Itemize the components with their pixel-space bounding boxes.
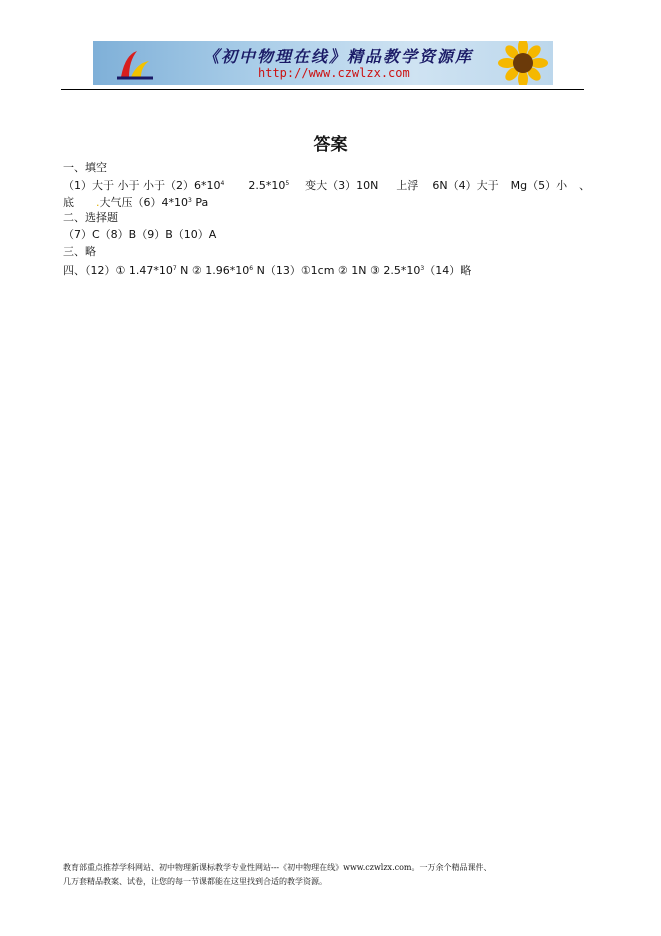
calc-answer-12a: 四、（12）① 1.47*10 <box>63 264 173 277</box>
fill-answers-line-2 <box>63 194 208 210</box>
fill-answer-2: 2.5*10 <box>248 179 286 192</box>
exponent: 5 <box>285 180 290 187</box>
exponent: 4 <box>220 180 225 187</box>
footer-line-2: 几万套精品教案、试卷，让您的每一节课都能在这里找到合适的教学资源。 <box>63 877 327 886</box>
banner-title: 《初中物理在线》精品教学资源库 <box>203 47 474 66</box>
calc-answers-line <box>63 262 471 278</box>
header-banner <box>93 41 553 85</box>
site-logo-icon <box>115 47 155 81</box>
exponent: 3 <box>188 197 192 204</box>
unit: Pa <box>191 196 209 209</box>
page-footer <box>63 861 492 889</box>
calc-answer-14: （14）略 <box>424 264 472 277</box>
footer-line-1: 教育部重点推荐学科网站、初中物理新课标教学专业性网站---《初中物理在线》www.czwlzx.com。一万余个精品课件、 <box>63 863 492 872</box>
fill-answer-5: Mg（5）小 <box>510 179 568 192</box>
page-title: 答案 <box>313 135 348 155</box>
marker-dot: . <box>96 196 100 209</box>
fill-answers-line-1 <box>63 177 590 193</box>
sunflower-icon <box>493 41 553 85</box>
choice-answers-line: （7）C（8）B（9）B（10）A <box>63 228 217 241</box>
fill-answer-6: 大气压（6）4*10 <box>99 196 188 209</box>
calc-answer-13: N（13）①1cm ② 1N ③ 2.5*10 <box>253 264 421 277</box>
fill-answer-float: 上浮 <box>396 179 419 192</box>
exponent: 6 <box>249 265 254 272</box>
banner-url: http://www.czwlzx.com <box>258 66 410 80</box>
fill-answer-4: 6N（4）大于 <box>432 179 499 192</box>
header-rule <box>61 89 584 90</box>
fill-answer-1-4: （1）大于 小于 小于（2）6*10 <box>63 179 221 192</box>
separator: 、 <box>579 179 591 192</box>
section-fill-title: 一、填空 <box>63 161 107 174</box>
section-choice-title: 二、选择题 <box>63 211 118 224</box>
exponent: 7 <box>172 265 177 272</box>
fill-answer-bottom: 底 <box>63 196 74 209</box>
exponent: 3 <box>420 265 425 272</box>
calc-answer-12b: N ② 1.96*10 <box>176 264 250 277</box>
fill-answer-3: 变大（3）10N <box>305 179 379 192</box>
section-skip-title: 三、略 <box>63 245 96 258</box>
